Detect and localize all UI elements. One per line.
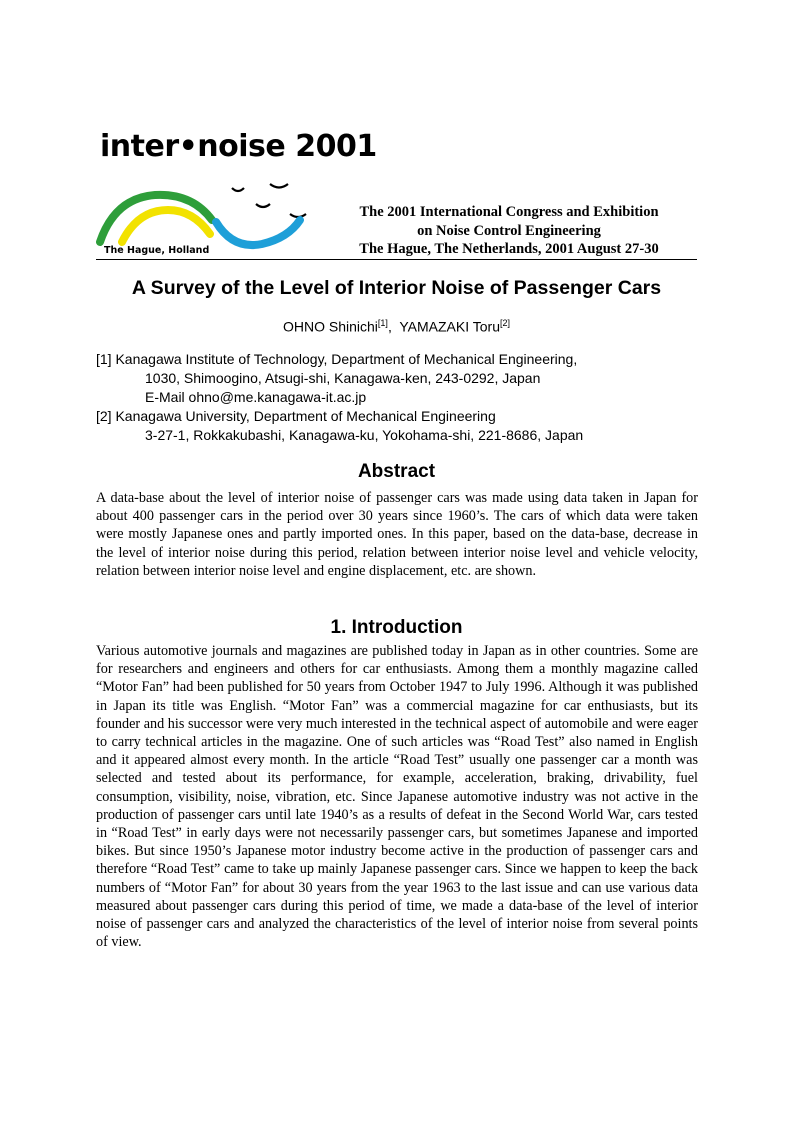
introduction-heading: 1. Introduction	[330, 617, 463, 638]
paper-title: A Survey of the Level of Interior Noise of Passenger Cars	[131, 277, 662, 299]
logo-smile-mark	[256, 204, 270, 207]
conference-info	[332, 203, 686, 259]
author-list	[0, 314, 793, 336]
author-name: OHNO Shinichi	[283, 318, 378, 335]
abstract-body: A data-base about the level of interior noise of passenger cars was made using data taken in Japan for about 400 passenger cars in the period over 30 years since 1960’s. The cars of which data were taken were mostly Japanese ones and partly imported ones. In this paper, based on the data-base, decrease in the level of interior noise during this period, relation between interior noise level and vehicle velocity, relation between interior noise level and engine displacement, etc. are shown.	[96, 490, 698, 579]
affiliation-marker: [1]	[377, 318, 388, 328]
author-name: YAMAZAKI Toru	[399, 318, 500, 335]
affiliation-line: [2] Kanagawa University, Department of Mechanical Engineering	[96, 408, 496, 424]
logo-smile-mark	[232, 188, 244, 191]
affiliation-marker: [2]	[499, 318, 510, 328]
introduction-body: Various automotive journals and magazines are published today in Japan as in other countries. Some are for researchers and engineers and others for car enthusiasts. Among them a monthly magazine called “Motor Fan” had been published for 50 years from October 1947 to July 1996. Although it was published in Japan its title was English. “Motor Fan” was a commercial magazine for car enthusiasts, but its founder and his successor were very much interested in the technical aspect of automobile and were eager to carry technical articles in the magazine. One of such articles was “Road Test” also named in English and it appeared almost every month. In the article “Road Test” usually one passenger car a month was selected and tested about its performance, for example, acceleration, braking, drivability, fuel consumption, visibility, noise, vibration, etc. Since Japanese automotive industry was not active in the production of passenger cars until late 1940’s as a results of defeat in the Second World War, cars tested in “Road Test” in early days were not necessarily passenger cars, but sometimes Japanese and imported bikes. But since 1950’s Japanese motor industry become active in the production of passenger cars and therefore “Road Test” came to take up mainly Japanese passenger cars. Since we happen to keep the back numbers of “Motor Fan” for about 30 years from the year 1963 to the last issue and can use various data measured about passenger cars during this period of time, we made a data-base of the level of interior noise of passenger cars and analyzed the characteristics of the level of interior noise from several points of view.	[96, 643, 698, 951]
abstract-heading: Abstract	[357, 461, 436, 482]
affiliation-email: E-Mail ohno@me.kanagawa-it.ac.jp	[145, 389, 367, 405]
affiliation-address: 3-27-1, Rokkakubashi, Kanagawa-ku, Yokohama-shi, 221-8686, Japan	[145, 427, 584, 443]
affiliations	[96, 350, 706, 445]
conference-subject-line: on Noise Control Engineering	[417, 222, 601, 239]
affiliation-line: [1] Kanagawa Institute of Technology, Department of Mechanical Engineering,	[96, 351, 578, 367]
conference-logo-waves	[90, 178, 330, 250]
logo-yellow-wave	[122, 210, 210, 242]
conference-name-line: The 2001 International Congress and Exhibition	[359, 204, 659, 220]
conference-venue-line: The Hague, The Netherlands, 2001 August 27-30	[359, 241, 659, 257]
logo-location-label: The Hague, Holland	[104, 245, 210, 256]
logo-blue-wave	[216, 220, 300, 245]
header-divider	[96, 259, 697, 260]
affiliation-address: 1030, Shimoogino, Atsugi-shi, Kanagawa-ken, 243-0292, Japan	[145, 370, 541, 386]
author-separator: ,	[387, 318, 400, 335]
logo-smile-mark	[270, 184, 288, 188]
conference-logo-wordmark: inter•noise 2001	[100, 129, 377, 164]
